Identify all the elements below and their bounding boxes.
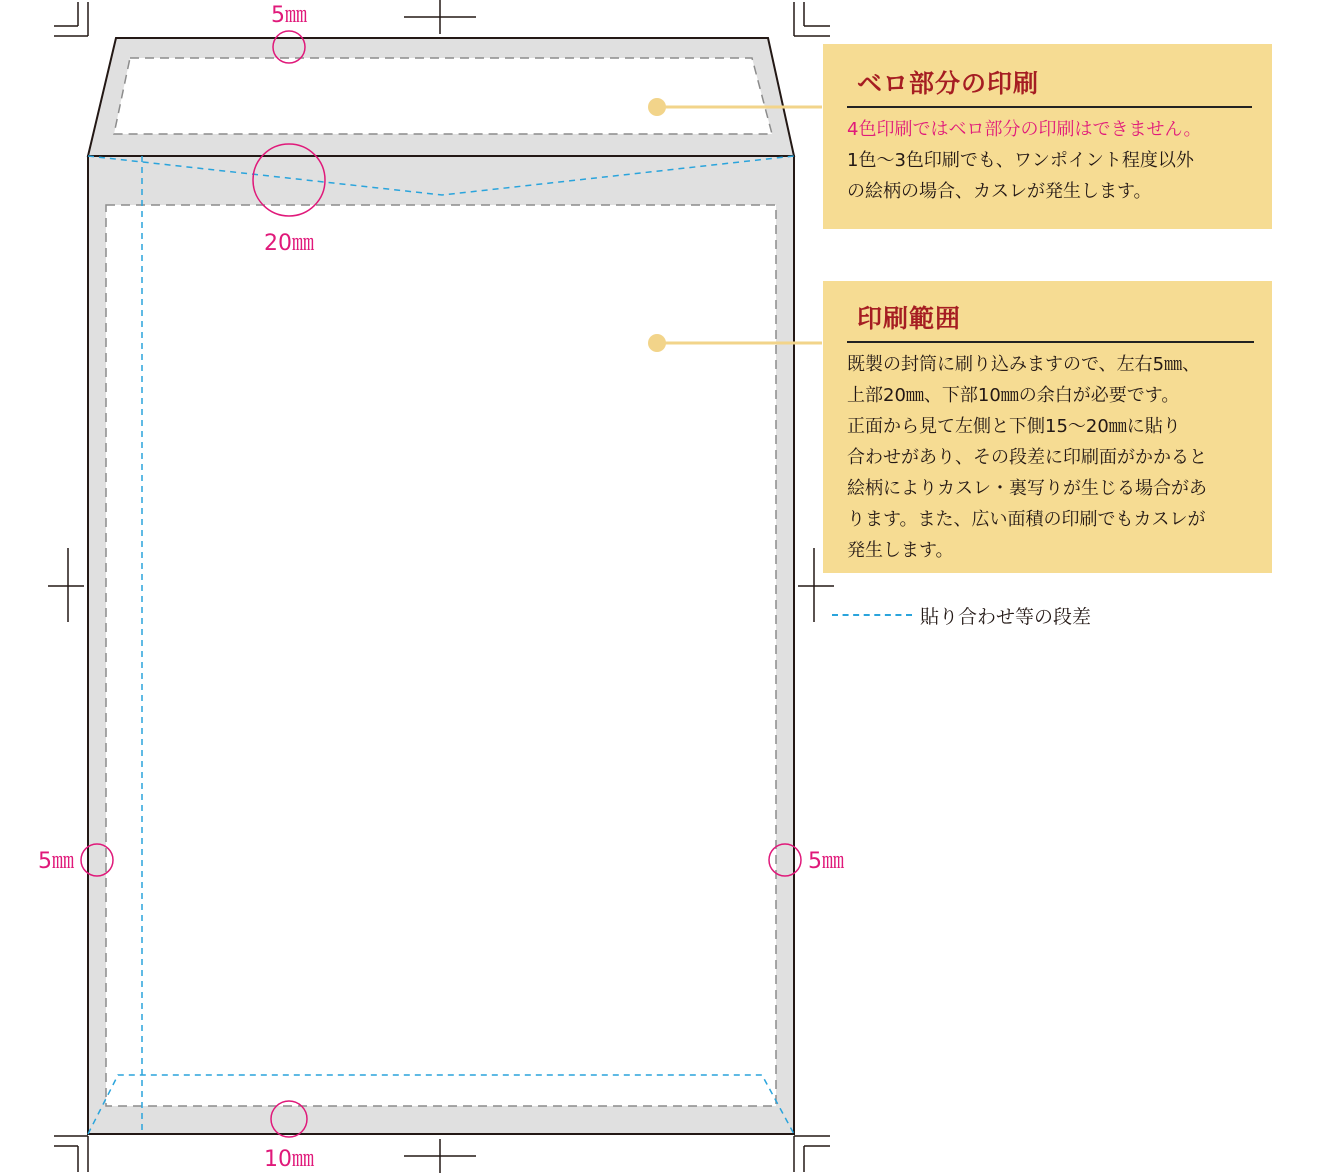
bottom-margin-label: 10㎜ — [264, 1147, 314, 1172]
callout-line: 既製の封筒に刷り込みますので、左右5㎜、 — [847, 354, 1201, 375]
callout-line: 4色印刷ではベロ部分の印刷はできません。 — [847, 119, 1202, 140]
callout-line: ります。また、広い面積の印刷でもカスレが — [847, 509, 1206, 530]
flap-printing-callout — [823, 44, 1272, 229]
top-margin-label: 20㎜ — [264, 231, 314, 256]
seam-legend-label: 貼り合わせ等の段差 — [920, 605, 1092, 628]
seam-legend — [832, 600, 1091, 630]
callout-title: 印刷範囲 — [857, 304, 962, 333]
callout-title: ベロ部分の印刷 — [857, 69, 1040, 98]
callout-line: 1色～3色印刷でも、ワンポイント程度以外 — [847, 150, 1194, 171]
callout-line: の絵柄の場合、カスレが発生します。 — [847, 181, 1152, 202]
right-margin-label: 5㎜ — [808, 849, 844, 874]
callout-divider — [847, 106, 1252, 108]
print-area-leader-dot — [648, 334, 666, 352]
callout-line: 絵柄によりカスレ・裏写りが生じる場合があ — [847, 478, 1207, 499]
flap-leader-dot — [648, 98, 666, 116]
callout-divider — [847, 341, 1254, 343]
callout-line: 発生します。 — [847, 540, 954, 561]
flap-top-label: 5㎜ — [271, 3, 307, 28]
callout-line: 上部20㎜、下部10㎜の余白が必要です。 — [847, 385, 1180, 406]
callout-line: 正面から見て左側と下側15～20㎜に貼り — [847, 416, 1181, 437]
left-margin-label: 5㎜ — [38, 849, 74, 874]
print-range-callout — [823, 281, 1272, 573]
callout-line: 合わせがあり、その段差に印刷面がかかると — [847, 447, 1207, 468]
print-area — [106, 205, 776, 1106]
flap-print-area — [114, 58, 772, 134]
seam-legend-swatch — [832, 614, 912, 616]
